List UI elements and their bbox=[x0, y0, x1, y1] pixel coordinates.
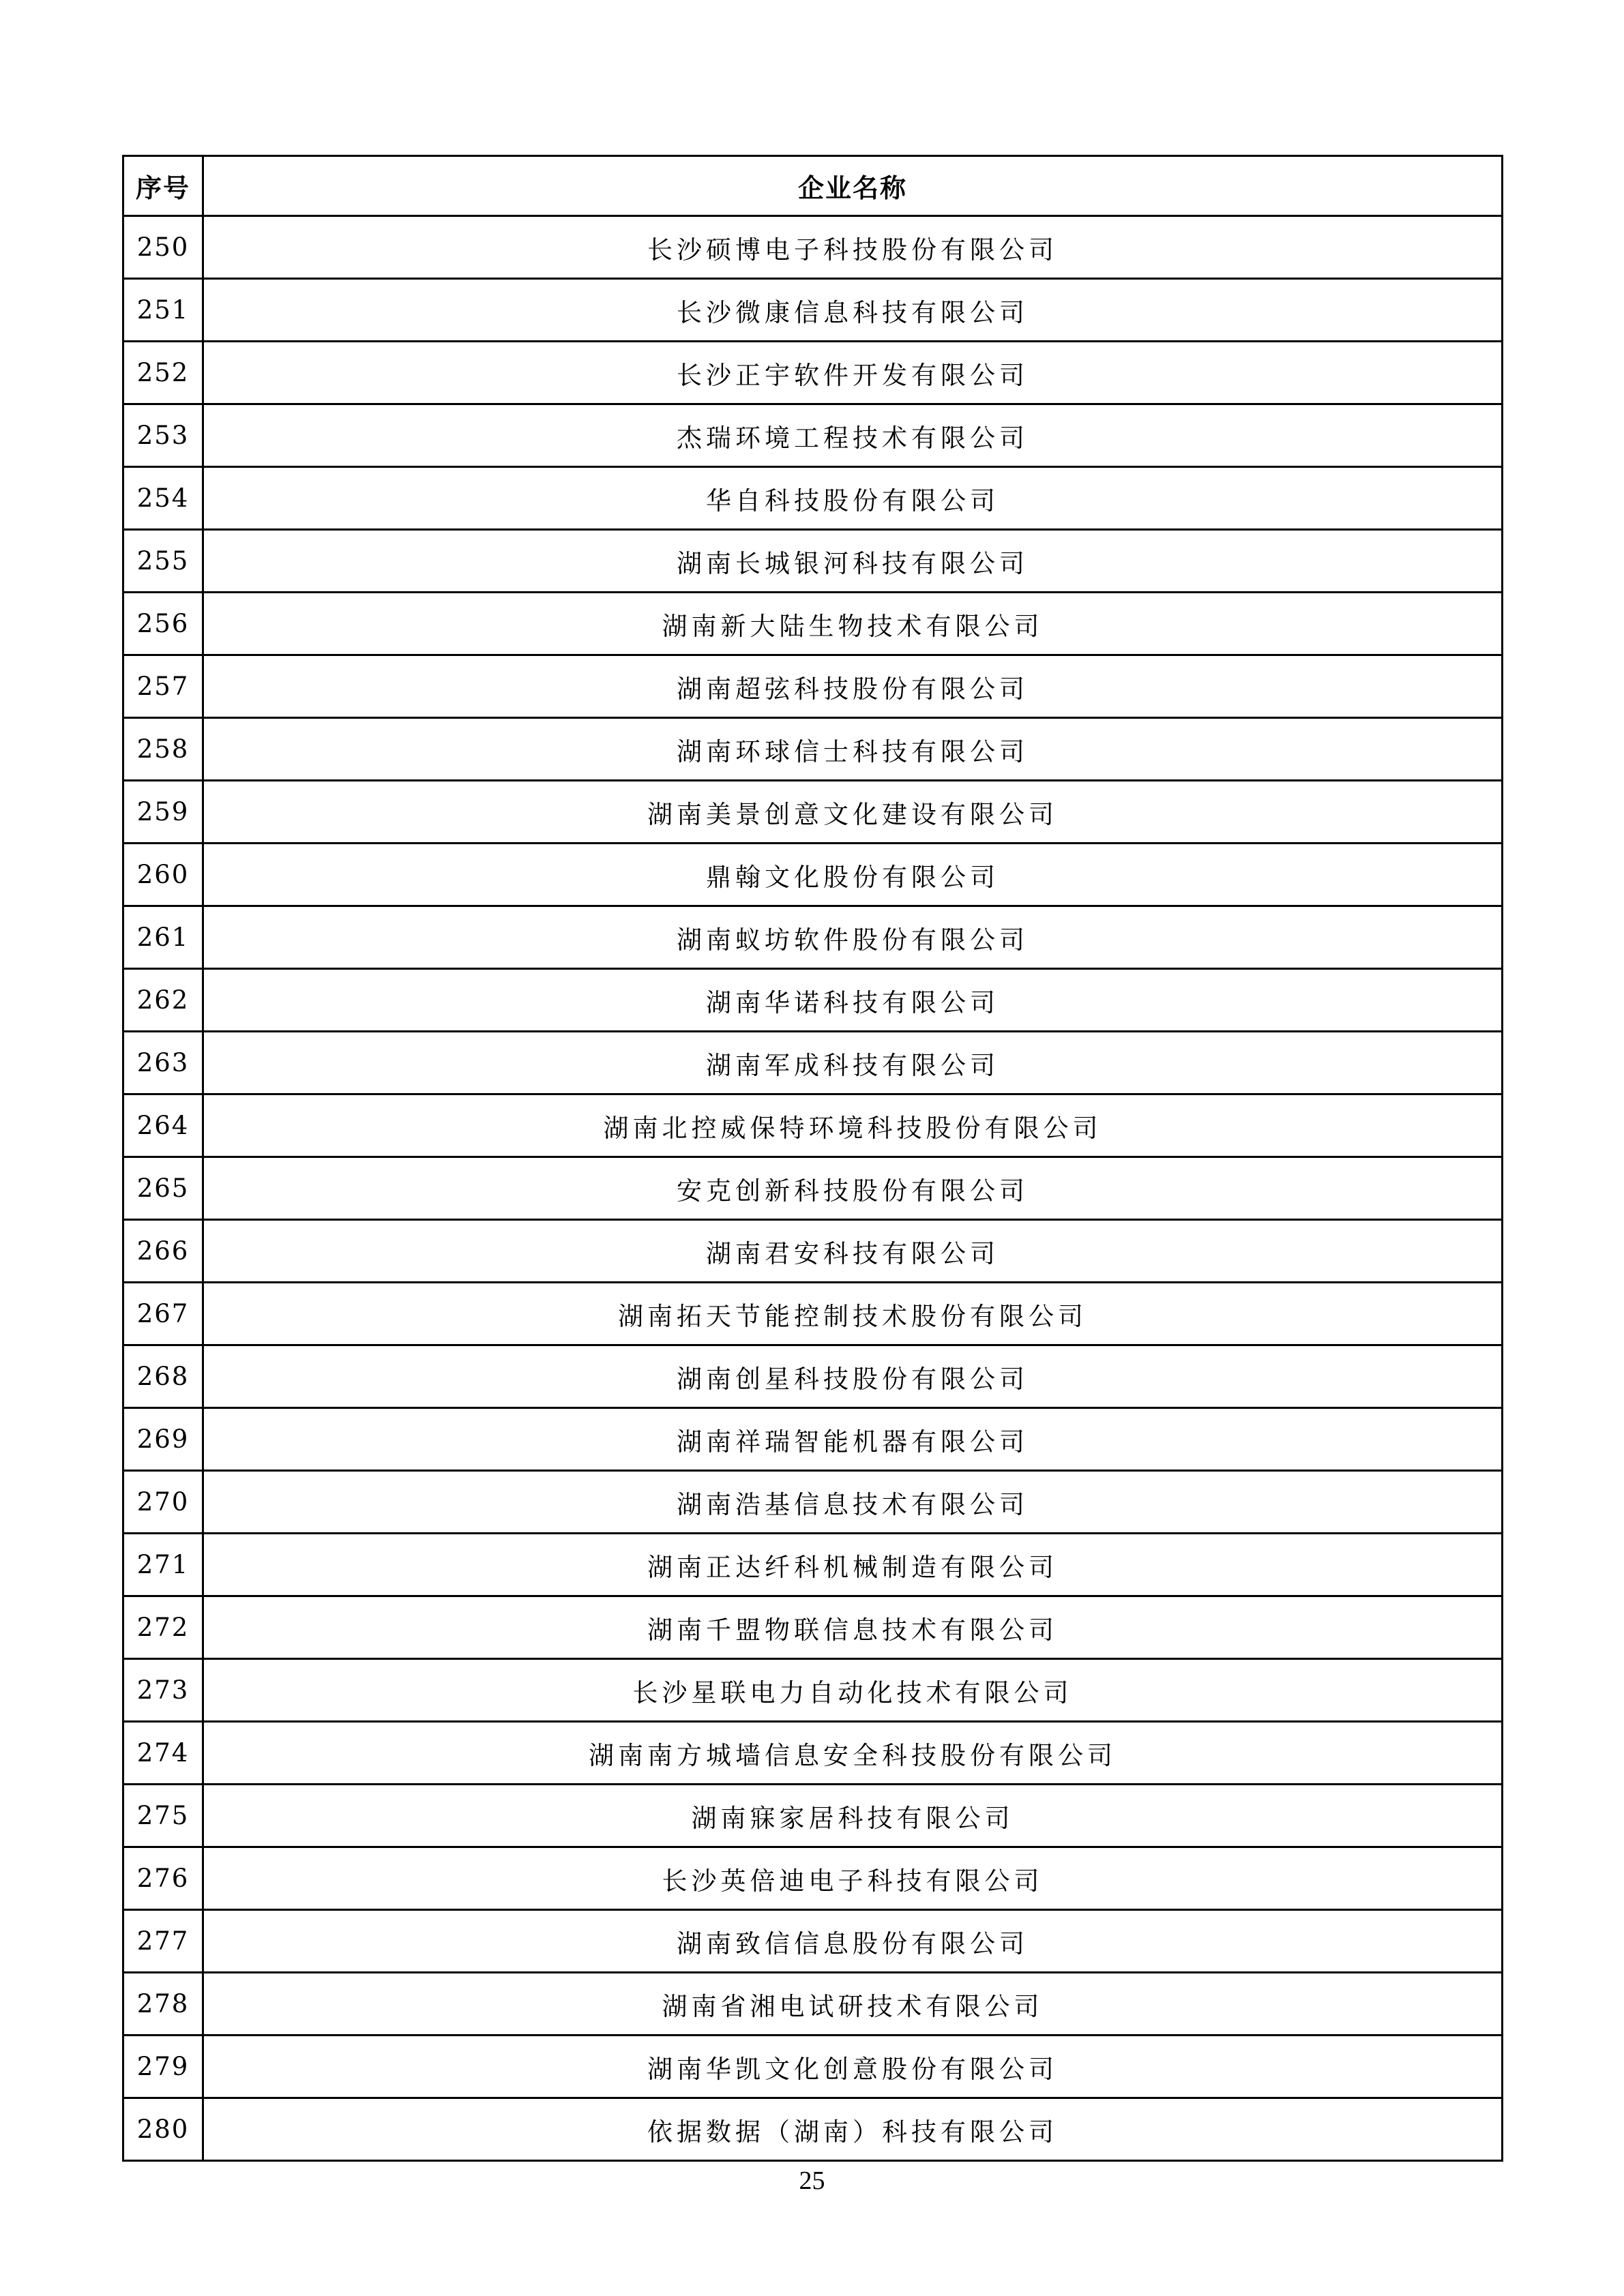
table-row bbox=[123, 1847, 1503, 1910]
row-serial-number: 276 bbox=[123, 1847, 203, 1910]
row-enterprise-name: 湖南千盟物联信息技术有限公司 bbox=[203, 1596, 1503, 1659]
row-enterprise-name: 长沙硕博电子科技股份有限公司 bbox=[203, 216, 1503, 279]
row-enterprise-name: 湖南华诺科技有限公司 bbox=[203, 969, 1503, 1032]
table-row bbox=[123, 1659, 1503, 1722]
row-enterprise-name: 长沙微康信息科技有限公司 bbox=[203, 279, 1503, 342]
row-serial-number: 251 bbox=[123, 279, 203, 342]
row-enterprise-name: 湖南蚁坊软件股份有限公司 bbox=[203, 906, 1503, 969]
table-row bbox=[123, 718, 1503, 781]
row-enterprise-name: 湖南军成科技有限公司 bbox=[203, 1032, 1503, 1094]
table-body bbox=[123, 216, 1503, 2161]
table-row bbox=[123, 1408, 1503, 1471]
row-enterprise-name: 湖南创星科技股份有限公司 bbox=[203, 1345, 1503, 1408]
row-enterprise-name: 湖南致信信息股份有限公司 bbox=[203, 1910, 1503, 1973]
table-row bbox=[123, 467, 1503, 530]
row-serial-number: 278 bbox=[123, 1973, 203, 2036]
table-row bbox=[123, 1973, 1503, 2036]
row-serial-number: 250 bbox=[123, 216, 203, 279]
row-enterprise-name: 湖南华凯文化创意股份有限公司 bbox=[203, 2036, 1503, 2098]
row-enterprise-name: 长沙英倍迪电子科技有限公司 bbox=[203, 1847, 1503, 1910]
row-serial-number: 266 bbox=[123, 1220, 203, 1283]
row-serial-number: 259 bbox=[123, 781, 203, 844]
row-enterprise-name: 华自科技股份有限公司 bbox=[203, 467, 1503, 530]
row-enterprise-name: 湖南君安科技有限公司 bbox=[203, 1220, 1503, 1283]
row-enterprise-name: 湖南北控威保特环境科技股份有限公司 bbox=[203, 1094, 1503, 1157]
row-enterprise-name: 长沙星联电力自动化技术有限公司 bbox=[203, 1659, 1503, 1722]
row-enterprise-name: 湖南省湘电试研技术有限公司 bbox=[203, 1973, 1503, 2036]
row-serial-number: 253 bbox=[123, 404, 203, 467]
table-row bbox=[123, 1910, 1503, 1973]
header-enterprise-name: 企业名称 bbox=[203, 156, 1503, 216]
row-serial-number: 262 bbox=[123, 969, 203, 1032]
row-enterprise-name: 湖南环球信士科技有限公司 bbox=[203, 718, 1503, 781]
table-row bbox=[123, 593, 1503, 655]
table-row bbox=[123, 1345, 1503, 1408]
row-serial-number: 260 bbox=[123, 844, 203, 906]
table-header-row bbox=[123, 156, 1503, 216]
row-enterprise-name: 湖南新大陆生物技术有限公司 bbox=[203, 593, 1503, 655]
table-row bbox=[123, 1534, 1503, 1596]
row-serial-number: 273 bbox=[123, 1659, 203, 1722]
row-serial-number: 264 bbox=[123, 1094, 203, 1157]
table-row bbox=[123, 2036, 1503, 2098]
table-row bbox=[123, 1785, 1503, 1847]
row-enterprise-name: 湖南寐家居科技有限公司 bbox=[203, 1785, 1503, 1847]
page-number: 25 bbox=[799, 2166, 825, 2195]
row-enterprise-name: 湖南长城银河科技有限公司 bbox=[203, 530, 1503, 593]
row-serial-number: 270 bbox=[123, 1471, 203, 1534]
table-row bbox=[123, 2098, 1503, 2161]
table-row bbox=[123, 1220, 1503, 1283]
row-enterprise-name: 湖南拓天节能控制技术股份有限公司 bbox=[203, 1283, 1503, 1345]
row-serial-number: 257 bbox=[123, 655, 203, 718]
table-row bbox=[123, 1283, 1503, 1345]
table-row bbox=[123, 655, 1503, 718]
row-enterprise-name: 湖南正达纤科机械制造有限公司 bbox=[203, 1534, 1503, 1596]
row-serial-number: 261 bbox=[123, 906, 203, 969]
row-enterprise-name: 长沙正宇软件开发有限公司 bbox=[203, 342, 1503, 404]
row-serial-number: 263 bbox=[123, 1032, 203, 1094]
table-row bbox=[123, 1722, 1503, 1785]
table-row bbox=[123, 342, 1503, 404]
row-enterprise-name: 依据数据（湖南）科技有限公司 bbox=[203, 2098, 1503, 2161]
row-serial-number: 252 bbox=[123, 342, 203, 404]
table-row bbox=[123, 216, 1503, 279]
table-row bbox=[123, 279, 1503, 342]
row-serial-number: 274 bbox=[123, 1722, 203, 1785]
row-enterprise-name: 湖南超弦科技股份有限公司 bbox=[203, 655, 1503, 718]
row-serial-number: 267 bbox=[123, 1283, 203, 1345]
row-serial-number: 254 bbox=[123, 467, 203, 530]
row-enterprise-name: 杰瑞环境工程技术有限公司 bbox=[203, 404, 1503, 467]
row-serial-number: 275 bbox=[123, 1785, 203, 1847]
row-enterprise-name: 安克创新科技股份有限公司 bbox=[203, 1157, 1503, 1220]
row-enterprise-name: 湖南美景创意文化建设有限公司 bbox=[203, 781, 1503, 844]
row-serial-number: 272 bbox=[123, 1596, 203, 1659]
row-enterprise-name: 湖南南方城墙信息安全科技股份有限公司 bbox=[203, 1722, 1503, 1785]
row-enterprise-name: 湖南祥瑞智能机器有限公司 bbox=[203, 1408, 1503, 1471]
row-serial-number: 255 bbox=[123, 530, 203, 593]
table-row bbox=[123, 1157, 1503, 1220]
row-serial-number: 269 bbox=[123, 1408, 203, 1471]
table-row bbox=[123, 530, 1503, 593]
table-row bbox=[123, 1032, 1503, 1094]
table-row bbox=[123, 781, 1503, 844]
row-serial-number: 280 bbox=[123, 2098, 203, 2161]
table-row bbox=[123, 404, 1503, 467]
row-enterprise-name: 湖南浩基信息技术有限公司 bbox=[203, 1471, 1503, 1534]
table-row bbox=[123, 969, 1503, 1032]
table-row bbox=[123, 844, 1503, 906]
row-serial-number: 265 bbox=[123, 1157, 203, 1220]
enterprise-table bbox=[122, 155, 1503, 2162]
row-serial-number: 268 bbox=[123, 1345, 203, 1408]
table-row bbox=[123, 1471, 1503, 1534]
row-serial-number: 277 bbox=[123, 1910, 203, 1973]
row-serial-number: 258 bbox=[123, 718, 203, 781]
table-row bbox=[123, 1596, 1503, 1659]
row-serial-number: 256 bbox=[123, 593, 203, 655]
row-serial-number: 271 bbox=[123, 1534, 203, 1596]
header-serial-number: 序号 bbox=[123, 156, 203, 216]
table-row bbox=[123, 906, 1503, 969]
row-enterprise-name: 鼎翰文化股份有限公司 bbox=[203, 844, 1503, 906]
row-serial-number: 279 bbox=[123, 2036, 203, 2098]
table-row bbox=[123, 1094, 1503, 1157]
